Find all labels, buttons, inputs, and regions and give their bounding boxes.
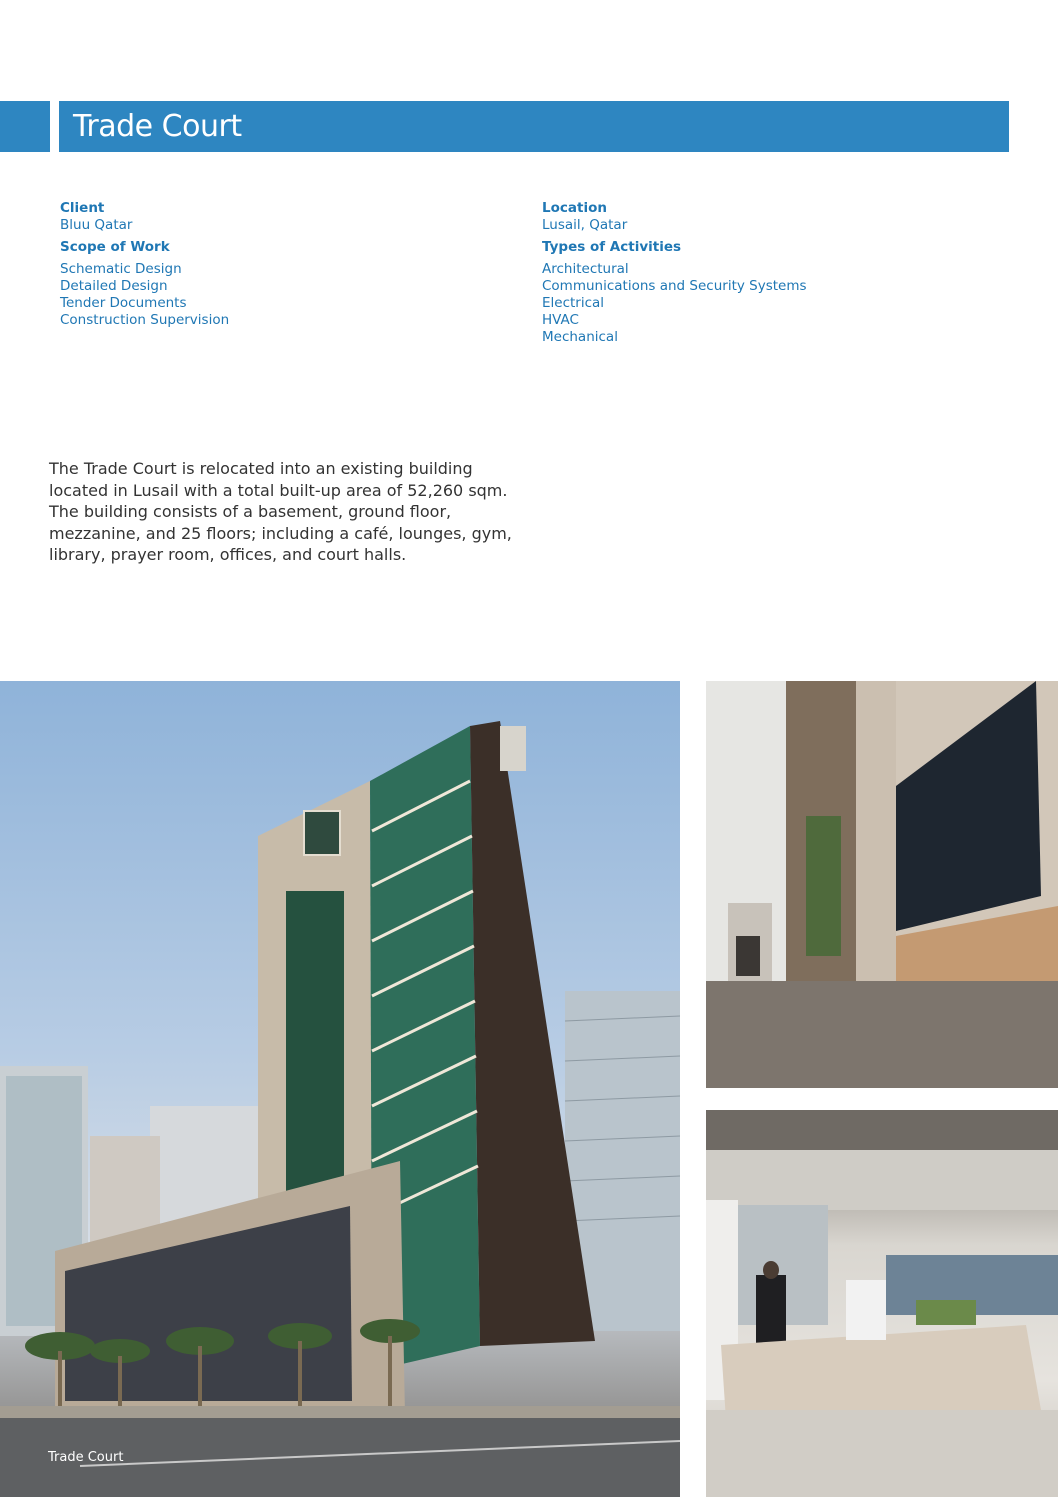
header-accent-block [0, 101, 50, 152]
activities-label: Types of Activities [542, 239, 682, 255]
activity-item: HVAC [542, 312, 579, 328]
photo-caption: Trade Court [48, 1450, 124, 1465]
project-description: The Trade Court is relocated into an existing building located in Lusail with a total built-up area of 52,260 sqm. The building consists of a basement, ground floor, mezzanine, and 25 floors; including a café, lounges, gym, library, prayer room, offices, and court halls. [49, 459, 512, 564]
scope-item: Tender Documents [60, 295, 187, 311]
activity-item: Architectural [542, 261, 629, 277]
building-exterior-photo [0, 681, 680, 1497]
page-title: Trade Court [73, 109, 242, 144]
activity-item: Electrical [542, 295, 605, 311]
activity-item: Mechanical [542, 329, 618, 345]
lobby-interior-photo [706, 681, 1058, 1088]
scope-item: Construction Supervision [60, 312, 230, 328]
scope-item: Schematic Design [60, 261, 182, 277]
header-band [59, 101, 1009, 152]
scope-label: Scope of Work [60, 239, 170, 255]
activity-item: Communications and Security Systems [542, 278, 807, 294]
project-info-right [542, 200, 807, 346]
location-value: Lusail, Qatar [542, 217, 628, 233]
scope-item: Detailed Design [60, 278, 168, 294]
client-label: Client [60, 200, 105, 216]
client-value: Bluu Qatar [60, 217, 133, 233]
project-info-left [60, 200, 229, 329]
location-label: Location [542, 200, 607, 216]
court-hall-interior-photo [706, 1110, 1058, 1497]
